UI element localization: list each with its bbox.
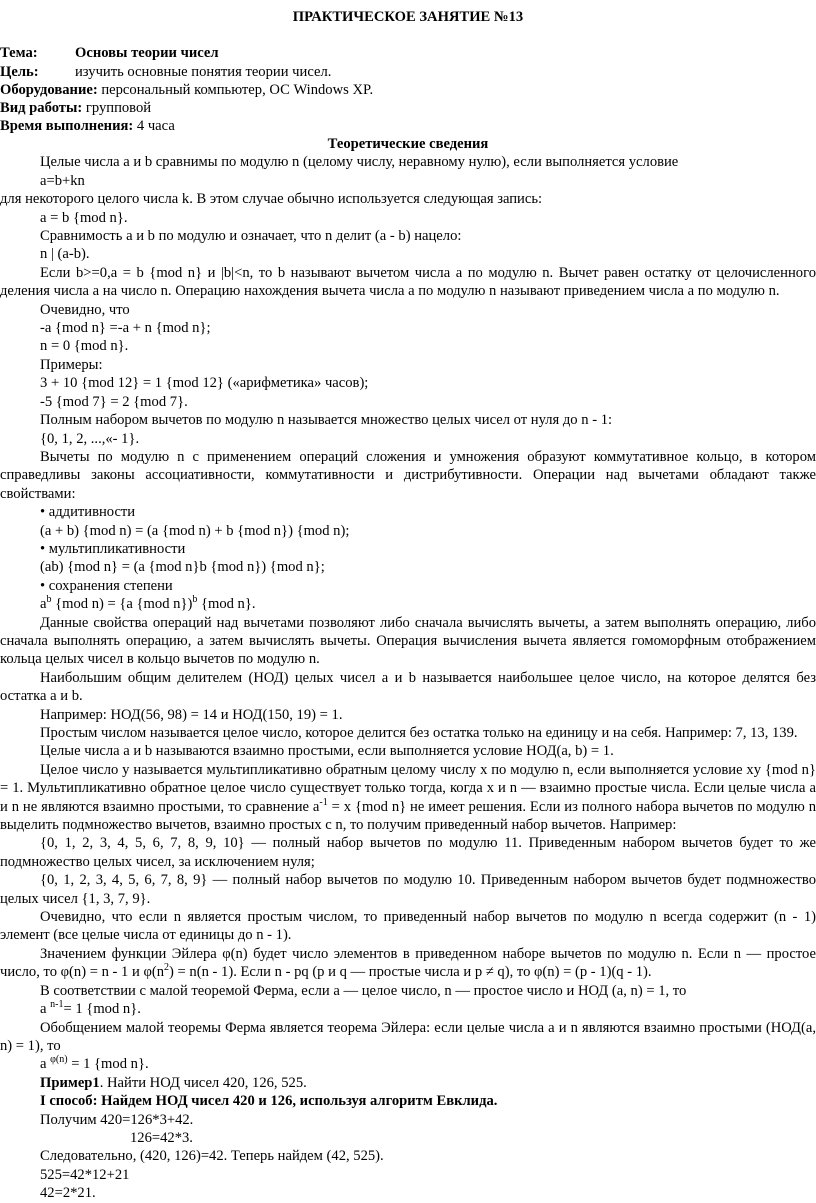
formula-line: n | (a-b).: [40, 246, 90, 263]
paragraph: {0, 1, 2, 3, 4, 5, 6, 7, 8, 9, 10} — полный набор вычетов по модулю 11. Приведенным набором вычетов будет то же подмножество целых чисел, за исключением нуля;: [0, 835, 816, 870]
text-line: Следовательно, (420, 126)=42. Теперь найдем (42, 525).: [40, 1148, 384, 1165]
formula-line: n = 0 {mod n}.: [40, 338, 129, 355]
formula-line: 3 + 10 {mod 12} = 1 {mod 12} («арифметика» часов);: [40, 375, 369, 392]
topic-value: Основы теории чисел: [75, 45, 219, 61]
formula-line: (ab) {mod n} = (a {mod n}b {mod n}) {mod n};: [40, 559, 325, 576]
superscript: -1: [319, 796, 328, 808]
text-line: Целые числа a и b сравнимы по модулю n (целому числу, неравному нулю), если выполняется условие: [40, 154, 679, 171]
text-line: Сравнимость a и b по модулю и означает, что n делит (a - b) нацело:: [40, 228, 462, 245]
formula-line: 42=2*21.: [40, 1185, 96, 1202]
time-row: [0, 117, 175, 135]
paragraph-part: = x {mod n} не имеет решения. Если из полного набора вычетов по модулю n выделить подмножество вычетов, взаимно простых с n, то получим приведенный набор вычетов. Например:: [0, 798, 816, 834]
topic-label: Тема:: [0, 45, 38, 61]
formula-part: a: [40, 1056, 51, 1073]
paragraph: Данные свойства операций над вычетами позволяют либо сначала вычислять вычеты, а затем выполнять операцию, либо сначала выполнять операцию, а затем вычислять вычеты. Операция вычисления вычета является гомоморфным отображением кольца целых чисел в кольцо вычетов по модулю n.: [0, 614, 816, 668]
time-value: 4 часа: [133, 118, 175, 134]
paragraph: {0, 1, 2, 3, 4, 5, 6, 7, 8, 9} — полный набор вычетов по модулю 10. Приведенным набором вычетов будет подмножество целых чисел {1, 3, 7, 9}.: [0, 872, 816, 907]
formula-line: 126=42*3.: [130, 1129, 193, 1146]
text-line: Целые числа a и b называются взаимно простыми, если выполняется условие НОД(a, b) = 1.: [40, 743, 614, 760]
equipment-label: Оборудование:: [0, 82, 98, 98]
text-line: Полным набором вычетов по модулю n называется множество целых чисел от нуля до n - 1:: [40, 412, 613, 429]
example-label: Пример1: [40, 1074, 100, 1091]
page-title: ПРАКТИЧЕСКОЕ ЗАНЯТИЕ №13: [292, 9, 524, 25]
formula-line: 525=42*12+21: [40, 1166, 130, 1183]
goal-row: [0, 63, 331, 81]
text-line: Простым числом называется целое число, которое делится без остатка только на единицу и на себя. Например: 7, 13, 139.: [40, 725, 798, 741]
formula-line: (a + b) {mod n) = (a {mod n) + b {mod n}) {mod n);: [40, 522, 350, 539]
formula-line: -a {mod n} =-a + n {mod n};: [40, 320, 211, 337]
formula-part: {mod n}.: [197, 596, 256, 613]
example-text: . Найти НОД чисел 420, 126, 525.: [99, 1074, 307, 1091]
equipment-value: персональный компьютер, ОС Windows XP.: [97, 82, 374, 98]
paragraph: Если b>=0,a = b {mod n} и |b|<n, то b называют вычетом числа а по модулю n. Вычет равен остатку от целочисленного деления числа a на число n. Операцию нахождения вычета числа a по модулю n называют приведением числа a по модулю n.: [0, 264, 816, 300]
formula-line: a = b {mod n}.: [40, 209, 128, 226]
method-label: I способ: [40, 1093, 93, 1110]
formula-line: -5 {mod 7} = 2 {mod 7}.: [40, 393, 188, 410]
superscript: n-1: [50, 999, 64, 1011]
paragraph-part: ) = n(n - 1). Если n - pq (p и q — простые числа и p ≠ q), то φ(n) = (p - 1)(q - 1).: [169, 964, 652, 981]
superscript: b: [46, 594, 52, 606]
bullet-item: • аддитивности: [40, 504, 136, 521]
method-text: : Найдем НОД чисел 420 и 126, используя алгоритм Евклида.: [92, 1093, 498, 1110]
bullet-item: • мультипликативности: [40, 540, 186, 557]
paragraph: Вычеты по модулю n с применением операций сложения и умножения образуют коммутативное кольцо, в котором справедливы законы ассоциативности, коммутативности и дистрибутивности. Операции над вычетами обладают также свойствами:: [0, 448, 816, 502]
formula-part: {mod n) = {a {mod n}): [51, 596, 193, 613]
formula-line: {0, 1, 2, ...,«- 1}.: [40, 430, 140, 447]
goal-label: Цель:: [0, 64, 39, 80]
topic-row: [0, 44, 219, 62]
formula-part: a: [40, 1001, 51, 1018]
paragraph: [0, 761, 816, 835]
formula-line: [40, 1055, 816, 1073]
formula-line: a=b+kn: [40, 172, 85, 189]
formula-line: [40, 1000, 816, 1018]
time-label: Время выполнения:: [0, 118, 134, 134]
paragraph: Наибольшим общим делителем (НОД) целых чисел a и b называется наибольшее целое число, на которое делятся без остатка a и b.: [0, 669, 816, 705]
paragraph: [0, 945, 816, 982]
formula-line: [40, 595, 816, 613]
text-line: Например: НОД(56, 98) = 14 и НОД(150, 19) = 1.: [40, 706, 343, 723]
work-type-row: [0, 99, 151, 117]
text-line: В соответствии с малой теоремой Ферма, если a — целое число, n — простое число и НОД (a, n) = 1, то: [40, 982, 687, 999]
paragraph: Очевидно, что если n является простым числом, то приведенный набор вычетов по модулю n всегда содержит (n - 1) элемент (все целые числа от единицы до n - 1).: [0, 909, 816, 944]
theory-section: [0, 135, 816, 1203]
section-title: Теоретические сведения: [327, 136, 489, 152]
superscript: 2: [164, 962, 170, 974]
paragraph-part: Целое число у называется мультипликативно обратным целому числу x по модулю n, если выполняется условие xy {mod n} = 1. Мультипликативно обратное целое число существует только тогда, когда x и n — взаимно простые числа. Если целые числа a и n не являются взаимно простыми, то сравнение a: [0, 761, 816, 815]
superscript: φ(n): [50, 1054, 68, 1066]
text-line: Примеры:: [40, 356, 103, 373]
work-type-label: Вид работы:: [0, 100, 83, 116]
text-line: для некоторого целого числа k. В этом случае обычно используется следующая запись:: [0, 191, 543, 208]
bullet-item: • сохранения степени: [40, 577, 173, 594]
paragraph: Обобщением малой теоремы Ферма является теорема Эйлера: если целые числа a и n являются взаимно простыми (НОД(a, n) = 1), то: [0, 1019, 816, 1054]
example-heading: [40, 1074, 816, 1092]
paragraph-part: Значением функции Эйлера φ(n) будет число элементов в приведенном наборе вычетов по модулю n. Если n — простое число, то φ(n) = n - 1 и φ(n: [0, 945, 816, 981]
formula-part: = 1 {mod n}.: [63, 1001, 141, 1018]
method-heading: [40, 1092, 816, 1110]
work-type-value: групповой: [82, 100, 152, 116]
text-line: Очевидно, что: [40, 301, 130, 318]
formula-part: = 1 {mod n}.: [67, 1056, 149, 1073]
formula-part: a: [40, 596, 47, 613]
goal-value: изучить основные понятия теории чисел.: [75, 64, 332, 80]
equipment-row: [0, 81, 373, 99]
formula-line: Получим 420=126*3+42.: [40, 1111, 194, 1128]
superscript: b: [192, 594, 198, 606]
